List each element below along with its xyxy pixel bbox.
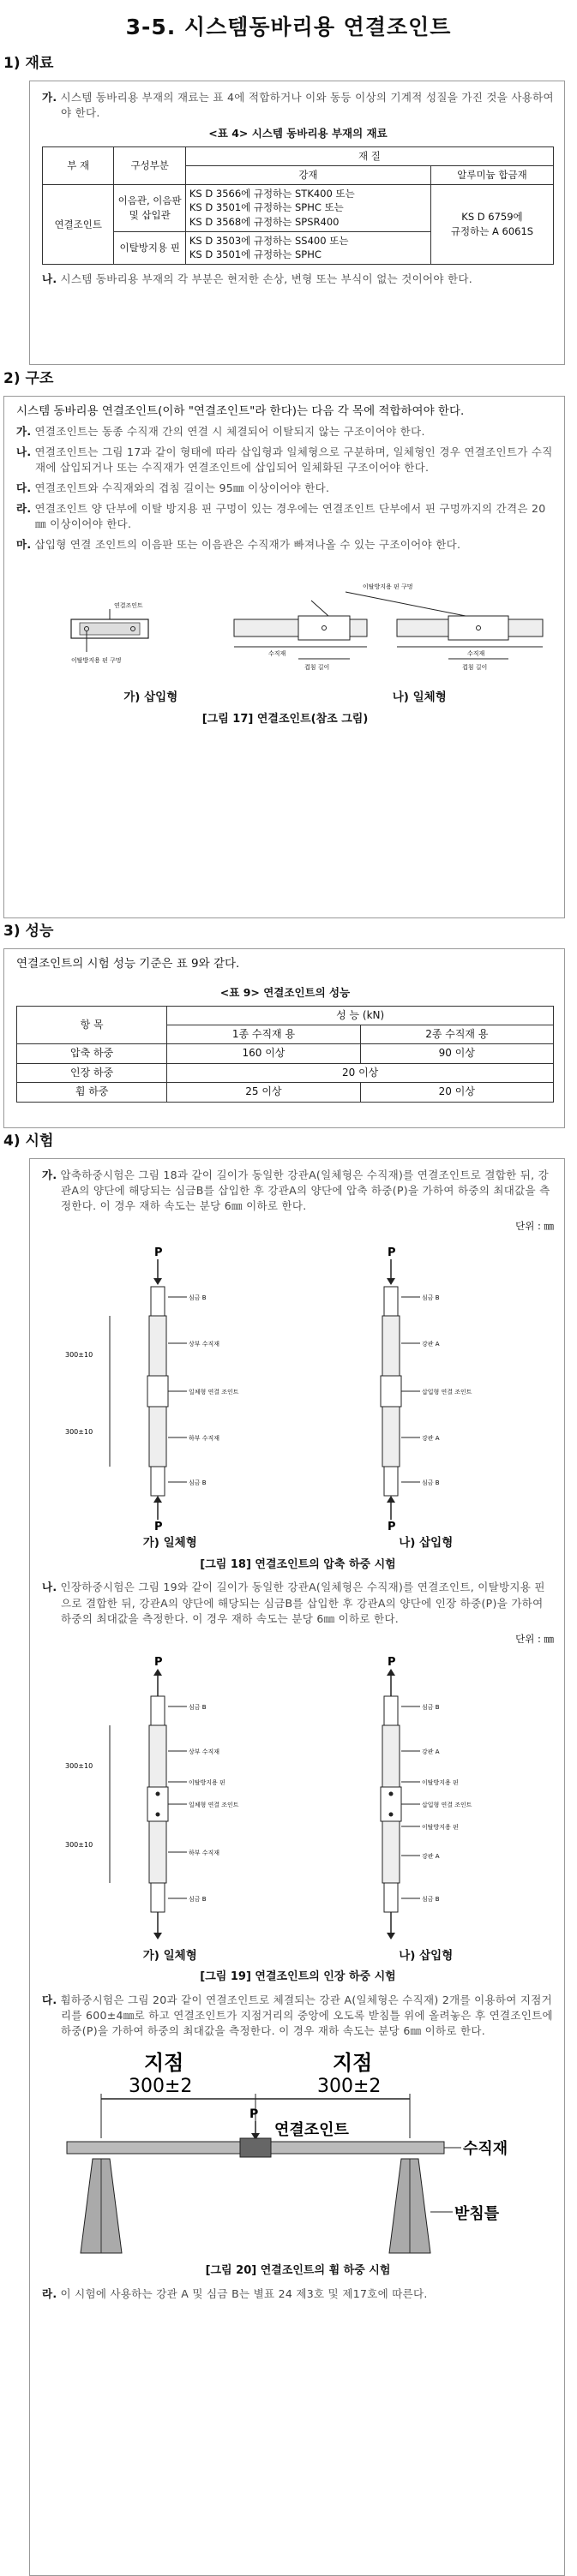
fig17-pin-hole-label-b: 이탈방지용 핀 구멍 — [362, 583, 413, 591]
integral-type-joint-b — [346, 583, 543, 671]
figure-17-subcaptions — [16, 690, 554, 707]
part-label: 삽입형 연결 조인트 — [421, 1801, 472, 1808]
tests-item-na — [42, 1580, 554, 1626]
fig17-overlap-label: 겹침 길이 — [304, 664, 329, 672]
section-tests — [0, 1131, 577, 2576]
section-performance — [0, 921, 577, 1128]
item-marker: 가. — [42, 91, 57, 104]
table-cell: 인장 하중 — [17, 1063, 167, 1082]
table-header: 성 능 (kN) — [167, 1006, 554, 1025]
performance-table — [16, 1006, 554, 1103]
structure-intro: 시스템 동바리용 연결조인트(이하 "연결조인트"라 한다)는 다음 각 목에 적합하여야 한다. — [16, 404, 465, 418]
item-marker: 마. — [16, 538, 32, 552]
fig17-vertical-label-b: 수직재 — [466, 650, 484, 658]
subcaption: 나) 삽입형 — [399, 1536, 454, 1551]
item-marker: 다. — [42, 1993, 57, 2006]
part-label: 심금 B — [421, 1895, 440, 1903]
item-marker: 나. — [42, 1581, 57, 1594]
figure-18-subcaptions — [42, 1535, 554, 1552]
part-label: 하부 수직재 — [188, 1849, 219, 1856]
table-header: 구성부분 — [114, 147, 185, 184]
item-marker: 나. — [42, 272, 57, 286]
part-label: 상부 수직재 — [188, 1341, 219, 1348]
part-label: 일체형 연결 조인트 — [188, 1801, 239, 1808]
table-header: 재 질 — [185, 147, 553, 166]
item-text: 휨하중시험은 그림 20과 같이 연결조인트로 체결되는 강관 A(일체형은 수직재) 2개를 이용하여 지점거리를 600±4㎜로 하고 연결조인트가 지점거리의 중앙에 오도록 받침틀 위에 올려놓은 후 연결조인트에 하중(P)을 가하여 하중의 최대값을 측정한다. 이 경우 재하 속도는 분당 6㎜ 이하로 한다. — [60, 1993, 553, 2038]
item-marker: 라. — [42, 2287, 57, 2301]
table-row — [17, 1063, 554, 1082]
figure-17-caption: [그림 17] 연결조인트(참조 그림) — [201, 713, 369, 726]
table-cell: 90 이상 — [360, 1044, 553, 1063]
figure-19-subcaptions — [42, 1948, 554, 1965]
part-label: 심금 B — [421, 1703, 440, 1711]
load-p-label: P — [387, 1655, 396, 1669]
figure-18-caption: [그림 18] 연결조인트의 압축 하중 시험 — [200, 1557, 396, 1571]
fig17-vertical-label: 수직재 — [267, 650, 285, 658]
dim-label: 300±10 — [64, 1351, 93, 1360]
table-cell: 25 이상 — [167, 1083, 360, 1102]
section-heading: 2) 구조 — [3, 370, 54, 387]
part-label: 심금 B — [188, 1479, 207, 1487]
table-cell: 160 이상 — [167, 1044, 360, 1063]
cell-line: 규정하는 A 6061S — [450, 224, 534, 237]
table-header: 항 목 — [17, 1006, 167, 1044]
load-p-label: P — [153, 1655, 163, 1669]
table-cell: 20 이상 — [360, 1083, 553, 1102]
table-caption: <표 4> 시스템 동바리용 부재의 재료 — [208, 127, 388, 140]
fig17-pin-hole-label: 이탈방지용 핀 구멍 — [70, 657, 122, 665]
item-text: 시스템 동바리용 부재의 재료는 표 4에 적합하거나 이와 동등 이상의 기계적 성질을 가진 것을 사용하여야 한다. — [60, 91, 554, 120]
structure-item — [16, 445, 554, 475]
cell-line: KS D 6759에 — [461, 211, 523, 224]
subcaption: 가) 일체형 — [142, 1948, 197, 1963]
item-text: 시스템 동바리용 부재의 각 부분은 현저한 손상, 변형 또는 부식이 없는 것이어야 한다. — [60, 272, 473, 286]
fig18-b-labels — [401, 1294, 472, 1486]
cell-line: KS D 3503에 규정하는 SS400 또는 — [189, 234, 349, 247]
section-heading: 3) 성능 — [3, 923, 54, 940]
section-heading: 1) 재료 — [3, 55, 54, 72]
table-header: 강재 — [185, 166, 430, 185]
item-text: 연결조인트는 그림 17과 같이 형태에 따라 삽입형과 일체형으로 구분하며, 일체형인 경우 연결조인트가 수직재에 삽입되거나 또는 수직재가 연결조인트에 삽입되어 일체화된 구조이어야 한다. — [34, 445, 553, 474]
part-label: 강관 A — [421, 1852, 440, 1860]
support-label-left: 지점 — [143, 2051, 183, 2076]
load-p-label: P — [387, 1521, 396, 1533]
part-label: 삽입형 연결 조인트 — [421, 1389, 472, 1396]
subcaption: 가) 삽입형 — [123, 690, 178, 705]
figure-19-caption: [그림 19] 연결조인트의 인장 하중 시험 — [200, 1970, 396, 1984]
load-p-label: P — [249, 2107, 258, 2122]
materials-item-na — [42, 272, 554, 287]
table-caption: <표 9> 연결조인트의 성능 — [219, 985, 351, 999]
dim-label: 300±10 — [64, 1761, 93, 1770]
table-cell: 이음관, 이음판 및 삽입관 — [114, 184, 185, 231]
item-text: 압축하중시험은 그림 18과 같이 길이가 동일한 강관A(일체형은 수직재)를 연결조인트로 결합한 뒤, 강관A의 양단에 해당되는 심금B를 삽입한 후 강관A의 양단에 압축 하중(P)을 가하여 하중의 최대값을 측정한다. 이 경우 재하 속도는 분당 6㎜ 이하로 한다. — [60, 1168, 550, 1213]
integral-type-joint-a — [234, 601, 367, 671]
figure-20-caption: [그림 20] 연결조인트의 휨 하중 시험 — [205, 2264, 391, 2278]
part-label: 강관 A — [421, 1435, 440, 1443]
structure-box — [3, 396, 565, 918]
dim-label: 300±10 — [64, 1428, 93, 1437]
item-text: 이 시험에 사용하는 강관 A 및 심금 B는 별표 24 제3호 및 제17호에 따른다. — [60, 2287, 428, 2301]
structure-item — [16, 424, 554, 439]
item-text: 연결조인트와 수직재와의 겹침 길이는 95㎜ 이상이어야 한다. — [34, 481, 330, 494]
cell-line: KS D 3568에 규정하는 SPSR400 — [189, 216, 340, 229]
support-dim-right: 300±2 — [316, 2076, 381, 2098]
item-text: 연결조인트는 동종 수직재 간의 연결 시 체결되어 이탈되지 않는 구조이어야 한다. — [34, 424, 425, 438]
item-marker: 가. — [16, 424, 32, 438]
support-label-right: 지점 — [332, 2051, 372, 2076]
item-text: 삽입형 연결 조인트의 이음판 또는 이음관은 수직재가 빠져나올 수 있는 구조이어야 한다. — [34, 538, 461, 552]
table-cell: 연결조인트 — [43, 184, 114, 264]
item-marker: 가. — [42, 1168, 57, 1181]
cell-line: KS D 3501에 규정하는 SPHC — [189, 248, 322, 261]
unit-label: 단위 : ㎜ — [515, 1632, 554, 1645]
load-p-label: P — [153, 1246, 163, 1260]
table-cell: 이탈방지용 핀 — [114, 231, 185, 264]
tests-item-ra — [42, 2286, 554, 2302]
section-materials — [0, 53, 577, 365]
part-label: 이탈방지용 핀 — [421, 1778, 459, 1786]
table-cell: 압축 하중 — [17, 1044, 167, 1063]
part-label: 강관 A — [421, 1341, 440, 1348]
fig19-a-labels — [168, 1703, 239, 1903]
part-label: 심금 B — [188, 1294, 207, 1302]
joint-label: 연결조인트 — [273, 2121, 349, 2140]
performance-intro: 연결조인트의 시험 성능 기준은 표 9와 같다. — [16, 957, 240, 971]
figure-18-diagram — [58, 1240, 538, 1532]
cell-line: KS D 3566에 규정하는 STK400 또는 — [189, 187, 355, 200]
item-text: 연결조인트 양 단부에 이탈 방지용 핀 구멍이 있는 경우에는 연결조인트 단부에서 핀 구멍까지의 간격은 20㎜ 이상이어야 한다. — [34, 502, 546, 531]
part-label: 이탈방지용 핀 — [421, 1823, 459, 1831]
part-label: 강관 A — [421, 1748, 440, 1755]
fig19-integral — [65, 1656, 239, 1939]
fig18-integral — [65, 1246, 239, 1532]
table-cell — [185, 184, 430, 231]
fig19-insert — [381, 1656, 472, 1939]
table-row — [17, 1044, 554, 1063]
item-marker: 다. — [16, 481, 32, 494]
dim-label: 300±10 — [64, 1840, 93, 1849]
fig17-joint-label: 연결조인트 — [113, 602, 143, 610]
part-label: 심금 B — [188, 1703, 207, 1711]
item-text: 인장하중시험은 그림 19와 같이 길이가 동일한 강관A(일체형은 수직재)를 연결조인트, 이탈방지용 핀으로 결합한 뒤, 강관A의 양단에 해당되는 심금B를 삽입한 후 강관A의 양단에 인장 하중(P)을 가하여 하중의 최대값을 측정한다. 이 경우 재하 속도는 분당 6㎜ 이하로 한다. — [60, 1581, 545, 1625]
figure-17-diagram — [20, 558, 551, 686]
materials-table — [42, 146, 554, 265]
fig17-overlap-label-b: 겹침 길이 — [461, 664, 487, 672]
part-label: 상부 수직재 — [188, 1748, 219, 1755]
tests-item-da — [42, 1993, 554, 2039]
table-cell — [430, 184, 553, 264]
section-heading: 4) 시험 — [3, 1133, 54, 1150]
structure-item — [16, 537, 554, 553]
materials-box — [29, 81, 565, 365]
item-marker: 나. — [16, 445, 32, 458]
table-header: 알루미늄 합금재 — [430, 166, 553, 185]
load-p-label: P — [153, 1521, 163, 1533]
structure-item — [16, 501, 554, 532]
figure-19-diagram — [58, 1653, 538, 1945]
subcaption: 나) 일체형 — [392, 690, 447, 705]
table-cell: 휨 하중 — [17, 1083, 167, 1102]
section-structure — [0, 368, 577, 918]
performance-box — [3, 948, 565, 1128]
structure-item — [16, 481, 554, 496]
table-cell: 20 이상 — [167, 1063, 554, 1082]
support-dim-left: 300±2 — [128, 2076, 192, 2098]
vertical-label: 수직재 — [462, 2140, 508, 2159]
frame-label: 받침틀 — [454, 2205, 499, 2224]
tests-box — [29, 1158, 565, 2576]
table-header: 2종 수직재 용 — [360, 1025, 553, 1044]
subcaption: 나) 삽입형 — [399, 1948, 454, 1963]
figure-20-diagram — [50, 2044, 547, 2258]
part-label: 이탈방지용 핀 — [188, 1778, 225, 1786]
part-label: 심금 B — [421, 1294, 440, 1302]
load-p-label: P — [387, 1246, 396, 1260]
page-title: 3-5. 시스템동바리용 연결조인트 — [125, 15, 452, 39]
item-marker: 라. — [16, 502, 32, 516]
cell-line: KS D 3501에 규정하는 SPHC 또는 — [189, 201, 344, 214]
part-label: 하부 수직재 — [188, 1435, 219, 1443]
insert-type-joint — [71, 601, 148, 664]
fig18-insert — [381, 1246, 472, 1532]
fig18-a-labels — [168, 1294, 239, 1486]
unit-label: 단위 : ㎜ — [515, 1220, 554, 1233]
table-cell — [185, 231, 430, 264]
materials-item-ga — [42, 90, 554, 121]
table-header: 부 재 — [43, 147, 114, 184]
tests-item-ga — [42, 1168, 554, 1214]
table-row — [17, 1083, 554, 1102]
part-label: 심금 B — [188, 1895, 207, 1903]
fig19-b-labels — [401, 1703, 472, 1903]
part-label: 심금 B — [421, 1479, 440, 1487]
structure-items — [16, 424, 554, 553]
subcaption: 가) 일체형 — [142, 1536, 197, 1551]
part-label: 일체형 연결 조인트 — [188, 1389, 239, 1396]
table-header: 1종 수직재 용 — [167, 1025, 360, 1044]
